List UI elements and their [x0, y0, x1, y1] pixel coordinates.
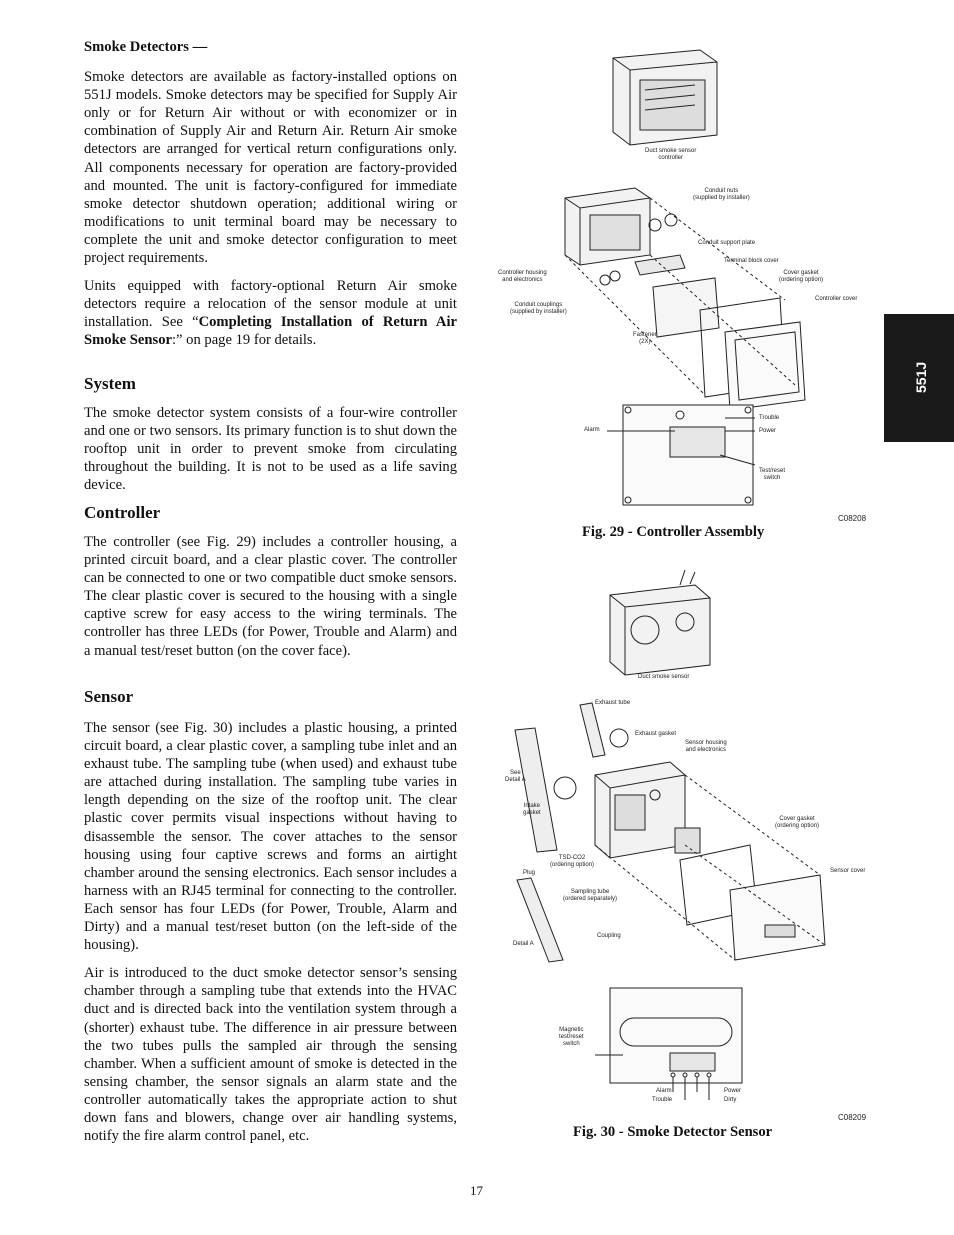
label-fastener: Fastener (2X) [633, 332, 657, 345]
sensor-section [84, 687, 457, 1145]
label-alarm: Alarm [656, 1088, 672, 1094]
fig30-code: C08209 [838, 1113, 867, 1122]
fig29-caption: Fig. 29 - Controller Assembly [582, 524, 765, 540]
label-see-detail-a: See Detail A [505, 770, 526, 783]
system-section [84, 374, 457, 494]
label-trouble: Trouble [759, 415, 780, 421]
controller-heading: Controller [84, 503, 161, 522]
smoke-detectors-paragraph-2 [84, 277, 457, 349]
controller-section [84, 503, 457, 660]
model-side-tab [884, 314, 954, 442]
label-tsd-co2: TSD-CO2 (ordering option) [550, 855, 595, 868]
label-coupling: Coupling [597, 933, 621, 939]
label-alarm: Alarm [584, 427, 600, 433]
label-terminal-block-cover: Terminal block cover [724, 258, 779, 264]
label-conduit-support-plate: Conduit support plate [698, 240, 756, 246]
fig30-drawing [495, 570, 875, 1130]
label-controller-housing: Controller housing and electronics [498, 270, 547, 283]
system-heading: System [84, 374, 136, 393]
label-magnetic-switch: Magnetic test/reset switch [559, 1027, 584, 1047]
p2-text-a: Units equipped with factory-optional Return Air smoke detectors require a relocation of the sensor module at unit installation. See “ [84, 278, 457, 331]
label-duct-controller: Duct smoke sensor controller [645, 148, 697, 161]
label-conduit-nuts: Conduit nuts (supplied by installer) [693, 188, 750, 201]
label-trouble: Trouble [652, 1097, 673, 1103]
sensor-paragraph-2: Air is introduced to the duct smoke detector sensor’s sensing chamber through a sampling tube that extends into the HVAC duct and is directed back into the ventilation system through a (shorter) exhaust tube. The difference in air pressure between the two tubes pulls the sampled air through the sensing chamber. When a sufficient amount of smoke is detected in the sensing chamber, the sensor signals an alarm state and the controller automatically takes the appropriate action to shut down fans and blowers, change over air handling systems, notify the fire alarm control panel, etc. [84, 965, 457, 1145]
sensor-paragraph-1: The sensor (see Fig. 30) includes a plastic housing, a printed circuit board, a clear plastic cover, a sampling tube inlet and an exhaust tube. The sampling tube (when used) and exhaust tube are attached during installation. The sampling tube varies in length depending on the size of the rooftop unit. The clear plastic cover permits visual inspections without having to disassemble the sensor. The cover attaches to the sensor housing using four captive screws and forms an airtight chamber around the sensing electronics. Each sensor includes a harness with an RJ45 terminal for connecting to the controller. Each sensor has four LEDs (for Power, Trouble, Alarm and Dirty) and a manual test/reset button (on the left-side of the housing). [84, 720, 457, 954]
smoke-detectors-section [84, 38, 457, 350]
fig29-code: C08208 [838, 514, 867, 523]
label-cover-gasket: Cover gasket (ordering option) [779, 270, 824, 283]
fig30-smoke-detector-sensor [495, 570, 875, 1130]
sensor-heading: Sensor [84, 687, 134, 706]
label-controller-cover: Controller cover [815, 296, 858, 302]
label-plug: Plug [523, 870, 536, 876]
label-duct-smoke-sensor: Duct smoke sensor [638, 674, 690, 680]
p2-text-b: :” on page 19 for details. [171, 332, 317, 349]
label-power: Power [724, 1088, 742, 1094]
label-dirty: Dirty [724, 1097, 737, 1103]
label-exhaust-gasket: Exhaust gasket [635, 731, 677, 737]
fig30-caption: Fig. 30 - Smoke Detector Sensor [573, 1124, 773, 1140]
fig29-drawing [495, 40, 875, 530]
label-conduit-couplings: Conduit couplings (supplied by installer) [510, 302, 567, 315]
label-power: Power [759, 428, 777, 434]
label-intake-gasket: Intake gasket [523, 803, 541, 816]
smoke-detectors-heading: Smoke Detectors — [84, 39, 208, 55]
p2-text-bold: Completing Installation of Return Air Smoke Sensor [84, 314, 457, 349]
label-exhaust-tube: Exhaust tube [595, 700, 631, 706]
smoke-detectors-paragraph-1: Smoke detectors are available as factory-installed options on 551J models. Smoke detectors may be specified for Supply Air only or for Return Air without or with economizer or in combination of Supply Air and Return Air. Return Air smoke detectors are arranged for vertical return configurations only. All components necessary for operation are factory-provided and mounted. The unit is factory-configured for immediate smoke detector shutdown operation; additional wiring or modifications to unit terminal board may be necessary to complete the unit and smoke detector configuration to meet project requirements. [84, 69, 457, 267]
fig29-controller-assembly [495, 40, 875, 530]
label-detail-a: Detail A [513, 941, 534, 947]
label-sensor-housing: Sensor housing and electronics [685, 740, 727, 753]
label-cover-gasket: Cover gasket (ordering option) [775, 816, 820, 829]
label-sensor-cover: Sensor cover [830, 868, 866, 874]
label-test-reset: Test/reset switch [759, 468, 786, 481]
controller-paragraph: The controller (see Fig. 29) includes a controller housing, a printed circuit board, and a clear plastic cover. The controller can be connected to one or two compatible duct smoke sensors. The clear plastic cover is secured to the housing with a single captive screw for easy access to the wiring terminals. The controller has three LEDs (for Power, Trouble and Alarm) and a manual test/reset button (on the cover face). [84, 534, 457, 659]
page-number: 17 [470, 1183, 483, 1198]
side-tab-label: 551J [913, 361, 929, 393]
label-sampling-tube: Sampling tube (ordered separately) [563, 889, 618, 902]
system-paragraph: The smoke detector system consists of a four-wire controller and one or two sensors. Its primary function is to shut down the rooftop unit in order to prevent smoke from circulating throughout the building. It is not to be used as a life saving device. [84, 405, 457, 494]
